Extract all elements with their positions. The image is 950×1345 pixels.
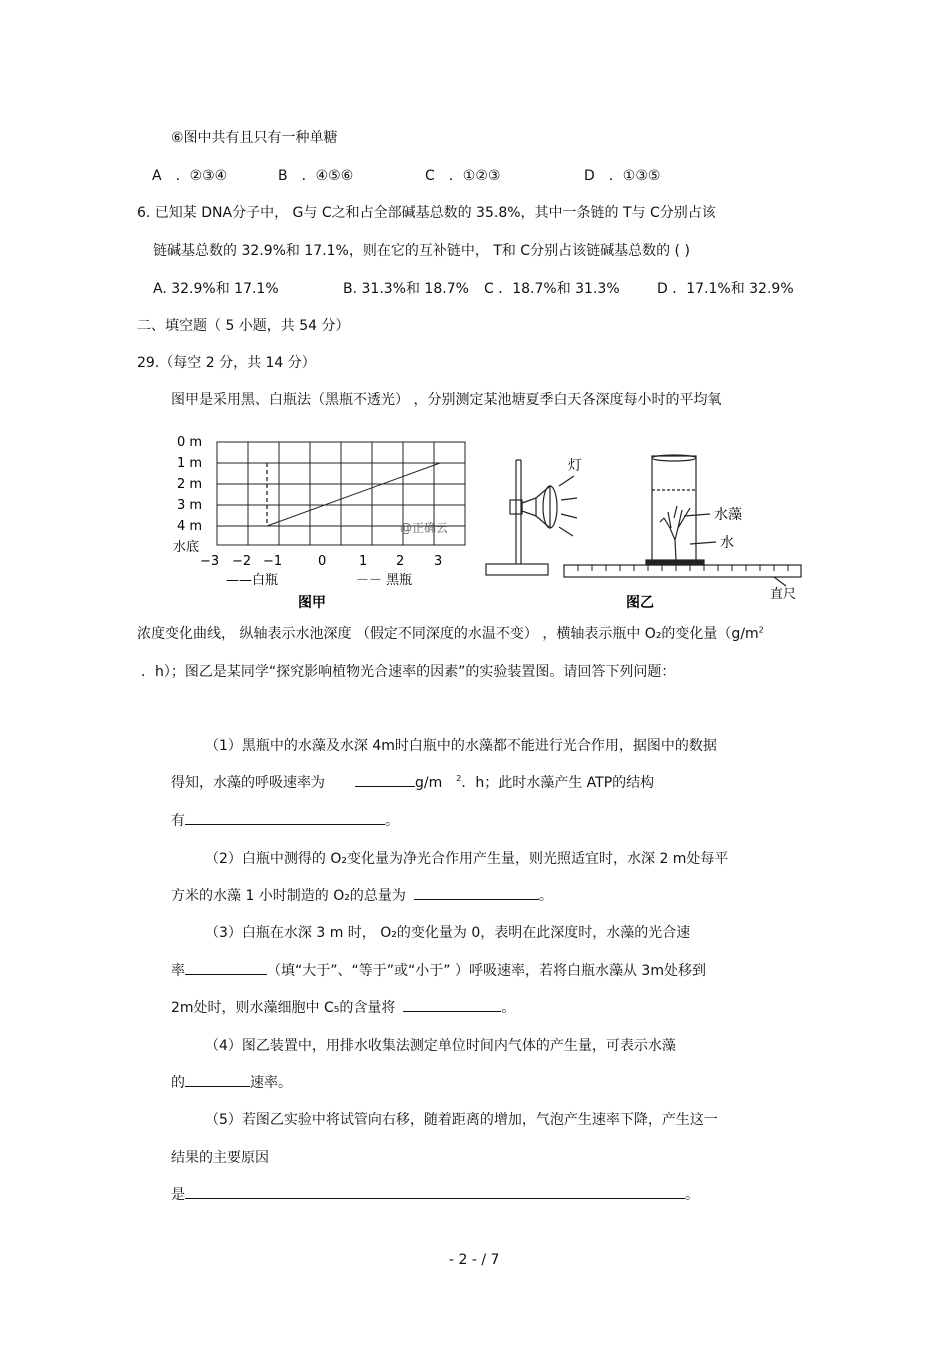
answer-blank[interactable] bbox=[403, 997, 501, 1012]
q6-line1: 6. 已知某 DNA分子中， G与 C之和占全部碱基总数的 35.8%，其中一条链的 T与 C分别占该 bbox=[137, 205, 716, 221]
y-tick-1: 1 m bbox=[177, 456, 203, 471]
p1-line1: （1）黑瓶中的水藻及水深 4m时白瓶中的水藻都不能进行光合作用，据图中的数据 bbox=[205, 738, 717, 754]
watermark: @正确云 bbox=[400, 521, 449, 535]
q5-option-c: C ．①②③ bbox=[425, 168, 501, 184]
p5-line2: 结果的主要原因 bbox=[171, 1150, 269, 1166]
p3-line3: 2m处时，则水藻细胞中 C₅的含量将 。 bbox=[171, 997, 515, 1017]
x-tick: −3 bbox=[200, 554, 220, 569]
p5-line3: 是 。 bbox=[171, 1184, 699, 1204]
white-bottle-line bbox=[267, 463, 440, 526]
p1-line2: 得知，水藻的呼吸速率为 g/m $^2$．h；此时水藻产生 ATP的结构 bbox=[171, 772, 654, 792]
q6-option-a: A. 32.9%和 17.1% bbox=[153, 281, 279, 297]
answer-blank[interactable] bbox=[355, 772, 415, 787]
water-label: 水 bbox=[720, 535, 734, 551]
answer-blank[interactable] bbox=[414, 885, 539, 900]
y-tick-2: 2 m bbox=[177, 477, 203, 492]
figure-a-caption: 图甲 bbox=[298, 595, 326, 611]
p3-line2: 率 （填“大于”、“等于”或“小于” ）呼吸速率，若将白瓶水藻从 3m处移到 bbox=[171, 960, 706, 980]
figure-a-chart bbox=[160, 432, 470, 612]
q5-item6: ⑥图中共有且只有一种单糖 bbox=[171, 130, 338, 146]
page-number: - 2 - / 7 bbox=[449, 1252, 500, 1268]
q5-option-d: D ．①③⑤ bbox=[584, 168, 661, 184]
q29-desc2: ．h）；图乙是某同学“探究影响植物光合速率的因素”的实验装置图。请回答下列问题： bbox=[141, 664, 676, 680]
ruler-label: 直尺 bbox=[770, 587, 797, 602]
section-heading: 二、填空题（ 5 小题，共 54 分） bbox=[137, 318, 350, 334]
lamp-label: 灯 bbox=[568, 458, 582, 474]
q6-option-d: D ．17.1%和 32.9% bbox=[657, 281, 794, 297]
q6-option-c: C ．18.7%和 31.3% bbox=[484, 281, 620, 297]
p1-line3: 有 。 bbox=[171, 810, 399, 830]
x-tick: 1 bbox=[359, 554, 368, 569]
y-tick-0: 0 m bbox=[177, 435, 203, 450]
p2-line2: 方米的水藻 1 小时制造的 O₂的总量为 。 bbox=[171, 885, 553, 905]
p2-line1: （2）白瓶中测得的 O₂变化量为净光合作用产生量，则光照适宜时，水深 2 m处每平 bbox=[205, 851, 729, 867]
p5-line1: （5）若图乙实验中将试管向右移，随着距离的增加，气泡产生速率下降，产生这一 bbox=[205, 1112, 718, 1128]
x-tick: −2 bbox=[232, 554, 252, 569]
p3-line1: （3）白瓶在水深 3 m 时， O₂的变化量为 0，表明在此深度时，水藻的光合速 bbox=[205, 925, 691, 941]
p4-line2: 的 速率。 bbox=[171, 1072, 292, 1092]
x-tick: 0 bbox=[318, 554, 327, 569]
p4-line1: （4）图乙装置中，用排水收集法测定单位时间内气体的产生量，可表示水藻 bbox=[205, 1038, 676, 1054]
q5-option-a: A ．②③④ bbox=[152, 168, 228, 184]
q6-option-b: B. 31.3%和 18.7% bbox=[343, 281, 469, 297]
q29-desc1: 浓度变化曲线， 纵轴表示水池深度 （假定不同深度的水温不变） ，横轴表示瓶中 O₂的变化量（$g/m^2$ bbox=[137, 625, 764, 642]
figure-b-apparatus bbox=[478, 448, 813, 613]
y-tick-bottom: 水底 bbox=[173, 540, 200, 555]
q29-intro: 图甲是采用黑、白瓶法（黑瓶不透光） ，分别测定某池塘夏季白天各深度每小时的平均氧 bbox=[171, 392, 722, 408]
answer-blank[interactable] bbox=[185, 960, 267, 975]
x-tick: −1 bbox=[263, 554, 283, 569]
q6-line2: 链碱基总数的 32.9%和 17.1%，则在它的互补链中， T和 C分别占该链碱基总数的 ( ) bbox=[153, 243, 690, 259]
q29-header: 29.（每空 2 分，共 14 分） bbox=[137, 355, 316, 371]
x-tick: 3 bbox=[434, 554, 443, 569]
y-tick-4: 4 m bbox=[177, 519, 203, 534]
legend-white: ——白瓶 bbox=[226, 573, 279, 588]
q5-option-b: B ．④⑤⑥ bbox=[278, 168, 354, 184]
algae-label: 水藻 bbox=[714, 507, 742, 523]
answer-blank[interactable] bbox=[185, 1184, 685, 1199]
figure-b-caption: 图乙 bbox=[626, 595, 654, 611]
answer-blank[interactable] bbox=[185, 810, 385, 825]
y-tick-3: 3 m bbox=[177, 498, 203, 513]
legend-black: －－ 黑瓶 bbox=[356, 573, 413, 588]
x-tick: 2 bbox=[396, 554, 405, 569]
answer-blank[interactable] bbox=[185, 1072, 250, 1087]
